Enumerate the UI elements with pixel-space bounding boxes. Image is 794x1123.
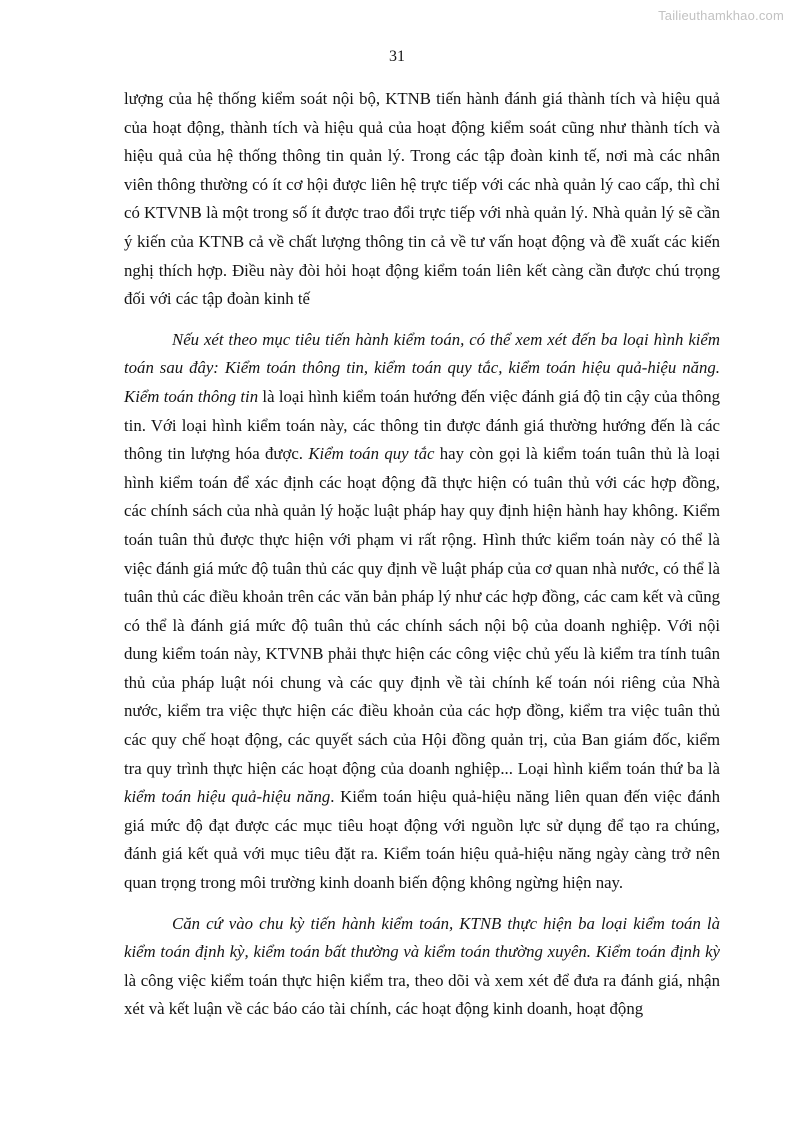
italic-run: Kiểm toán quy tắc (308, 444, 435, 464)
italic-run: Nếu xét theo mục tiêu tiến hành kiểm toán, có thể xem xét đến ba loại hình kiểm toán sau đây: Kiểm toán thông tin, kiểm toán quy tắc, kiểm toán hiệu quả-hiệu năng. Kiểm toán thông tin (124, 329, 720, 406)
text-run: hay còn gọi là kiểm toán tuân thủ là loại hình kiểm toán để xác định các hoạt động đã thực hiện có tuân thủ với các hợp đồng, các chính sách của nhà quản lý hoặc luật pháp hay quy định hiện hành hay không. Kiểm toán tuân thủ được thực hiện với phạm vi rất rộng. Hình thức kiểm toán này có thể là việc đánh giá mức độ tuân thủ các quy định về luật pháp của cơ quan nhà nước, có thể là tuân thủ các điều khoản trên các văn bản pháp lý như các hợp đồng, các cam kết và cũng có thể là đánh giá mức độ tuân thủ các chính sách nội bộ của doanh nghiệp. Với nội dung kiểm toán này, KTVNB phải thực hiện các công việc chủ yếu là kiểm tra tính tuân thủ của pháp luật nói chung và các quy định về tài chính kế toán nói riêng của Nhà nước, kiểm tra việc thực hiện các điều khoản của các hợp đồng, kiểm tra việc tuân thủ các quy chế hoạt động, các quyết sách của Hội đồng quản trị, của Ban giám đốc, kiểm tra quy trình thực hiện các hoạt động của doanh nghiệp... Loại hình kiểm toán thứ ba là (124, 444, 720, 778)
text-run: là công việc kiểm toán thực hiện kiểm tra, theo dõi và xem xét để đưa ra đánh giá, nhận xét và kết luận về các báo cáo tài chính, các hoạt động kinh doanh, hoạt động (124, 970, 720, 1019)
page-number: 31 (389, 48, 405, 65)
paragraph-1-text: lượng của hệ thống kiểm soát nội bộ, KTNB tiến hành đánh giá thành tích và hiệu quả của hoạt động, thành tích và hiệu quả của hoạt động kiểm soát cũng như thành tích và hiệu quả của hệ thống thông tin quản lý. Trong các tập đoàn kinh tế, nơi mà các nhân viên thông thường có ít cơ hội được liên hệ trực tiếp với các nhà quản lý cao cấp, thì chỉ có KTVNB là một trong số ít được trao đổi trực tiếp với nhà quản lý. Nhà quản lý sẽ cần ý kiến của KTNB cả về chất lượng thông tin cả về tư vấn hoạt động và đề xuất các kiến nghị thích hợp. Điều này đòi hỏi hoạt động kiểm toán liên kết càng cần được chú trọng đối với các tập đoàn kinh tế (124, 89, 720, 309)
paragraph-1 (124, 85, 720, 314)
text-run: . Kiểm toán hiệu quả-hiệu năng liên quan đến việc đánh giá mức độ đạt được các mục tiêu hoạt động với nguồn lực sử dụng để tạo ra chúng, đánh giá kết quả với mục tiêu đặt ra. Kiểm toán hiệu quả-hiệu năng ngày càng trở nên quan trọng trong môi trường kinh doanh biến động không ngừng hiện nay. (124, 787, 720, 893)
paragraph-2 (124, 326, 720, 898)
paragraph-3 (124, 910, 720, 1024)
watermark-text: Tailieuthamkhao.com (658, 8, 784, 23)
italic-run: Căn cứ vào chu kỳ tiến hành kiểm toán, KTNB thực hiện ba loại kiểm toán là kiểm toán định kỳ, kiểm toán bất thường và kiểm toán thường xuyên. Kiểm toán định kỳ (124, 913, 720, 962)
italic-run: kiểm toán hiệu quả-hiệu năng (124, 787, 331, 807)
text-run: là loại hình kiểm toán hướng đến việc đánh giá độ tin cậy của thông tin. Với loại hình kiểm toán này, các thông tin được đánh giá thường hướng đến là các thông tin lượng hóa được. (124, 386, 720, 464)
document-body (124, 85, 720, 1024)
